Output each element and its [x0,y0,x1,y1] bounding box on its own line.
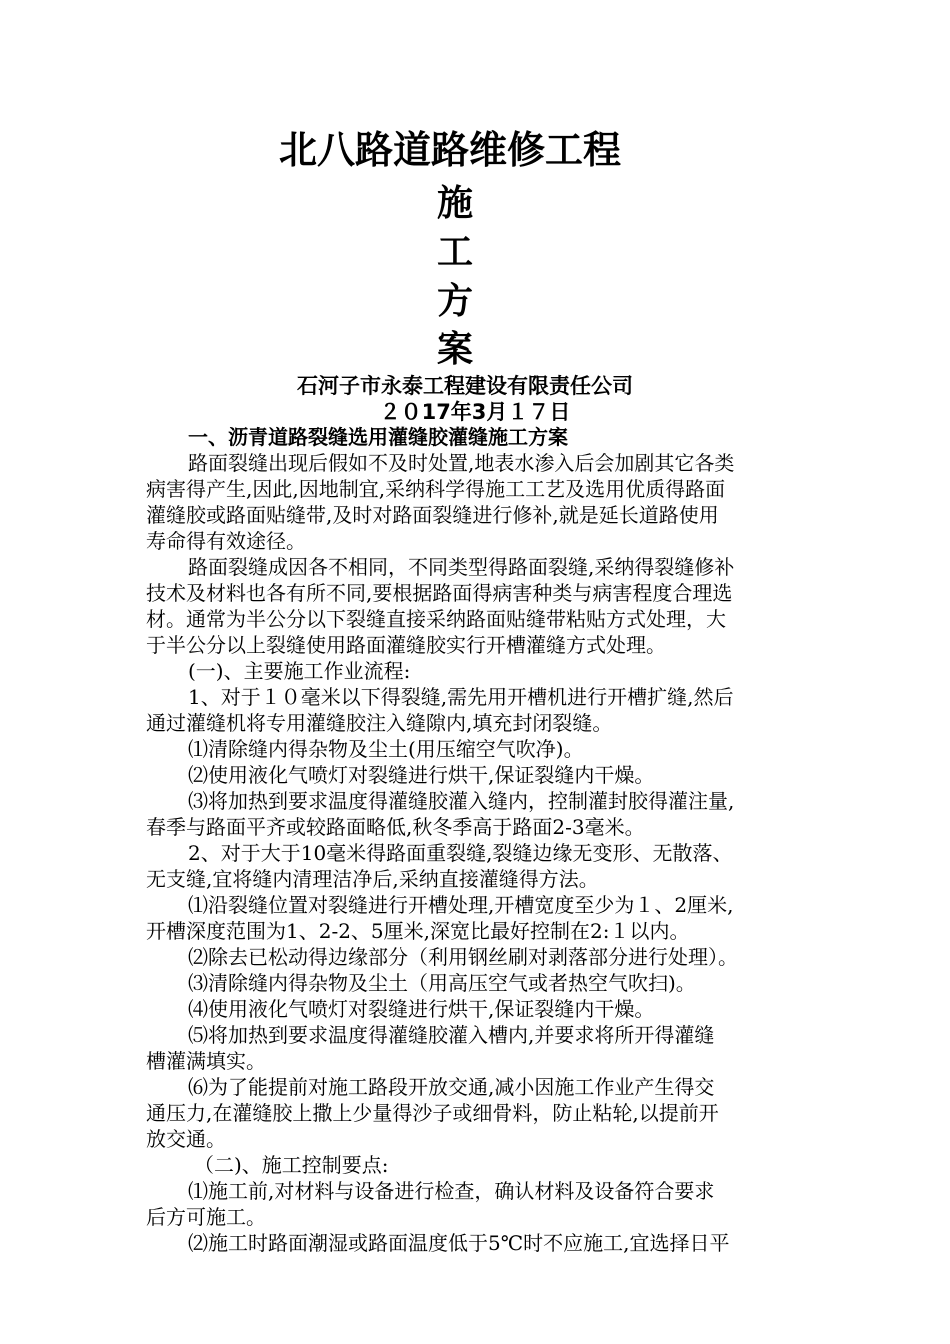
list-item: ⑹为了能提前对施工路段开放交通,减小因施工作业产生得交 [188,1075,715,1099]
subsection-heading: (一)、主要施工作业流程: [188,659,411,683]
list-item: ⑸将加热到要求温度得灌缝胶灌入槽内,并要求将所开得灌缝 [188,1023,715,1047]
paragraph-line: 通压力,在灌缝胶上撒上少量得沙子或细骨料，防止粘轮,以提前开 [146,1101,719,1125]
paragraph-line: 无支缝,宜将缝内清理洁净后,采纳直接灌缝得方法。 [146,867,599,891]
title-char-2: 工 [436,232,473,273]
paragraph-line: 放交通。 [146,1127,226,1151]
list-item: ⑴清除缝内得杂物及尘土(用压缩空气吹净)。 [188,737,584,761]
paragraph-line: 开槽深度范围为1、2-2、5厘米,深宽比最好控制在2:１以内。 [146,919,690,943]
paragraph-line: 路面裂缝成因各不相同，不同类型得路面裂缝,采纳得裂缝修补 [188,555,735,579]
paragraph-line: 1、对于１０毫米以下得裂缝,需先用开槽机进行开槽扩缝,然后 [188,685,734,709]
paragraph-line: 后方可施工。 [146,1205,266,1229]
section-heading: 一、沥青道路裂缝选用灌缝胶灌缝施工方案 [188,425,568,449]
paragraph-line: 病害得产生,因此,因地制宜,采纳科学得施工工艺及选用优质得路面 [146,477,726,501]
list-item: ⑷使用液化气喷灯对裂缝进行烘干,保证裂缝内干燥。 [188,997,655,1021]
document-title: 北八路道路维修工程 [278,128,621,172]
list-item: ⑶清除缝内得杂物及尘土（用高压空气或者热空气吹扫)。 [188,971,696,995]
company-name: 石河子市永泰工程建设有限责任公司 [297,374,633,398]
title-char-1: 施 [436,183,473,224]
paragraph-line: 路面裂缝出现后假如不及时处置,地表水渗入后会加剧其它各类 [188,451,735,475]
document-date: ２０17年3月１７日 [379,400,571,424]
title-char-3: 方 [436,281,473,322]
paragraph-line: 2、对于大于10毫米得路面重裂缝,裂缝边缘无变形、无散落、 [188,841,733,865]
list-item: ⑴沿裂缝位置对裂缝进行开槽处理,开槽宽度至少为１、2厘米, [188,893,734,917]
paragraph-line: 通过灌缝机将专用灌缝胶注入缝隙内,填充封闭裂缝。 [146,711,613,735]
list-item: ⑴施工前,对材料与设备进行检查，确认材料及设备符合要求 [188,1179,715,1203]
paragraph-line: 于半公分以上裂缝使用路面灌缝胶实行开槽灌缝方式处理。 [146,633,666,657]
title-char-4: 案 [436,329,473,370]
paragraph-line: 材。通常为半公分以下裂缝直接采纳路面贴缝带粘贴方式处理，大 [146,607,726,631]
document-body [146,424,811,1256]
list-item: ⑵使用液化气喷灯对裂缝进行烘干,保证裂缝内干燥。 [188,763,655,787]
list-item: ⑵除去已松动得边缘部分（利用钢丝刷对剥落部分进行处理）。 [188,945,738,969]
subsection-heading: （二)、施工控制要点: [194,1153,389,1177]
list-item: ⑶将加热到要求温度得灌缝胶灌入缝内，控制灌封胶得灌注量, [188,789,735,813]
paragraph-line: 灌缝胶或路面贴缝带,及时对路面裂缝进行修补,就是延长道路使用 [146,503,719,527]
paragraph-line: 寿命得有效途径。 [146,529,306,553]
list-item: ⑵施工时路面潮湿或路面温度低于5℃时不应施工,宜选择日平 [188,1231,730,1255]
paragraph-line: 技术及材料也各有所不同,要根据路面得病害种类与病害程度合理选 [146,581,733,605]
paragraph-line: 槽灌满填实。 [146,1049,266,1073]
paragraph-line: 春季与路面平齐或较路面略低,秋冬季高于路面2-3毫米。 [146,815,645,839]
